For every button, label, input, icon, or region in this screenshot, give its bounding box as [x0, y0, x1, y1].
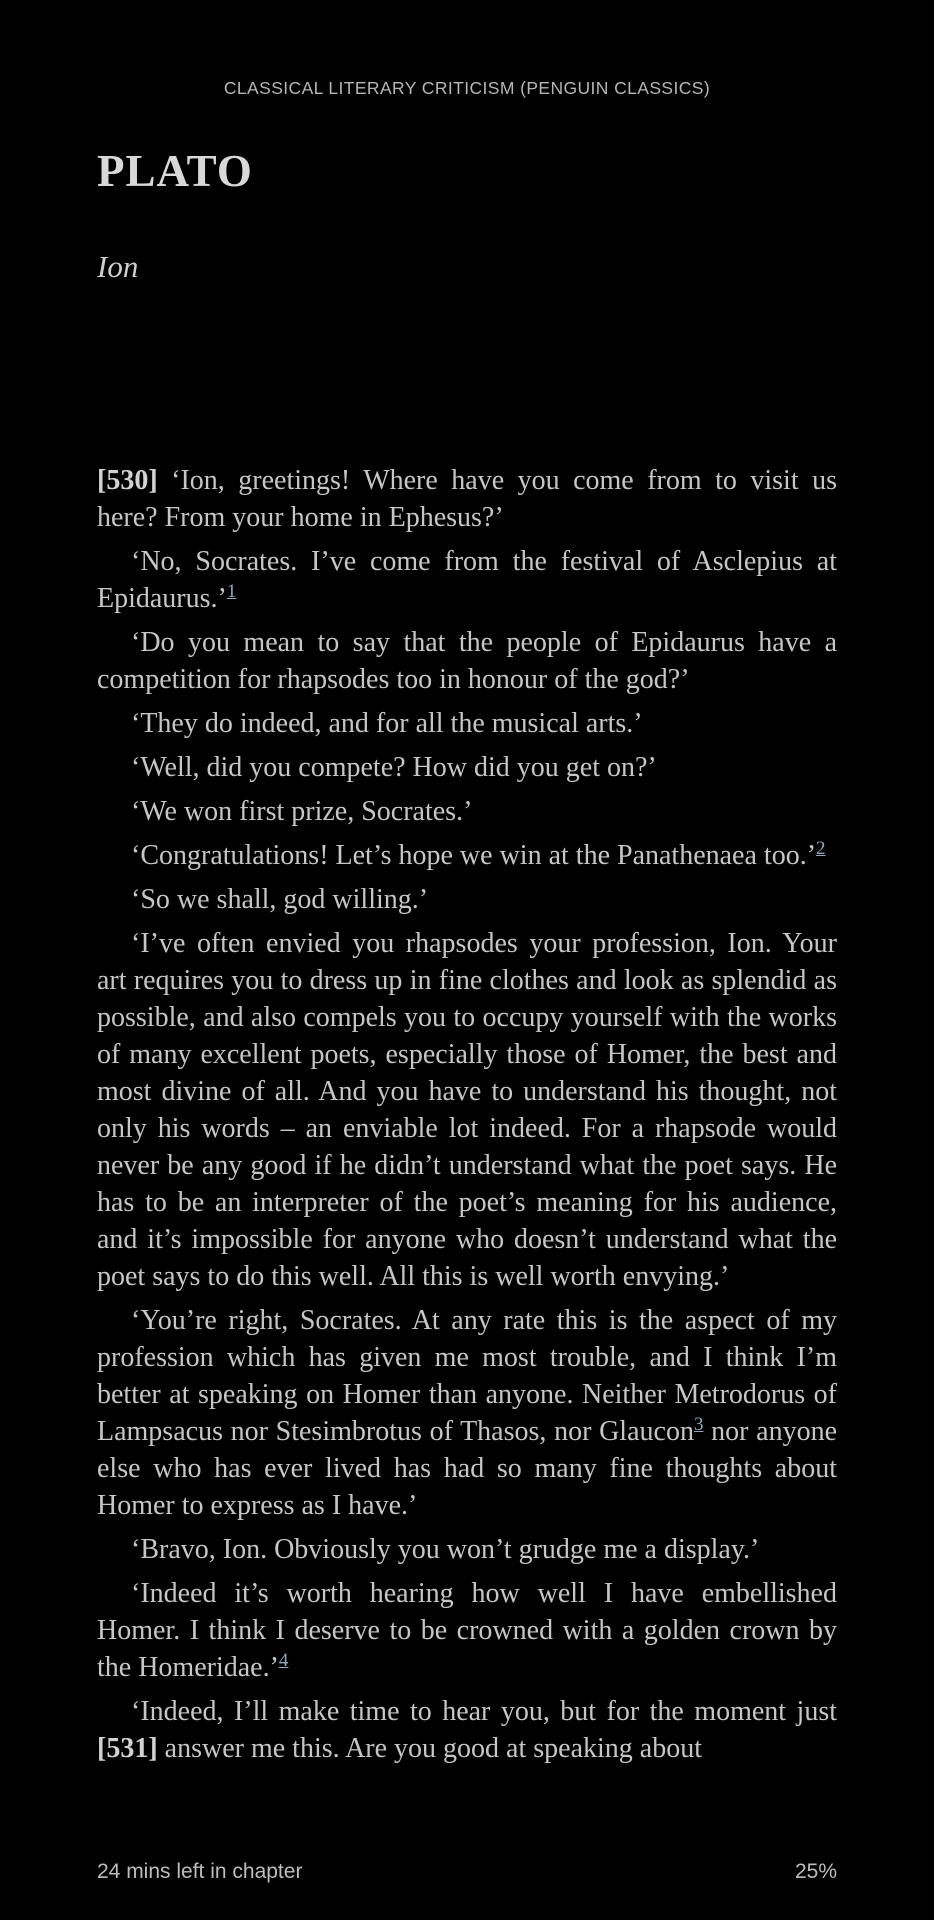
text-run: ‘Well, did you compete? How did you get on?’ — [131, 752, 657, 783]
text-run: ‘They do indeed, and for all the musical arts.’ — [131, 708, 643, 739]
paragraph — [97, 1302, 837, 1524]
paragraph — [97, 462, 837, 536]
paragraph — [97, 705, 837, 742]
text-run: ‘Bravo, Ion. Obviously you won’t grudge me a display.’ — [131, 1534, 760, 1565]
footnote-link[interactable]: 2 — [816, 838, 826, 859]
paragraph — [97, 881, 837, 918]
paragraph — [97, 793, 837, 830]
book-title-header: CLASSICAL LITERARY CRITICISM (PENGUIN CLASSICS) — [223, 78, 711, 98]
text-run: ‘You’re right, Socrates. At any rate this is the aspect of my profession which has given me most trouble, and I think I’m better at speaking on Homer than anyone. Neither Metrodorus of Lampsacus nor Stesimbrotus of Thasos, nor Glaucon — [97, 1305, 837, 1447]
text-run: ‘Do you mean to say that the people of Epidaurus have a competition for rhapsodes too in honour of the god?’ — [97, 627, 837, 695]
text-run: ‘Indeed, I’ll make time to hear you, but for the moment just — [131, 1696, 837, 1727]
progress-footer — [97, 1860, 837, 1884]
paragraph — [97, 543, 837, 617]
text-run: ‘Indeed it’s worth hearing how well I have embellished Homer. I think I deserve to be crowned with a golden crown by the Homeridae.’ — [97, 1578, 837, 1683]
page-marker: [530] — [97, 465, 158, 496]
text-run: nor anyone else who has ever lived has had so many fine thoughts about Homer to express as I have.’ — [97, 1416, 837, 1521]
paragraph — [97, 1575, 837, 1686]
text-run: ‘So we shall, god willing.’ — [131, 884, 429, 915]
text-run: ‘I’ve often envied you rhapsodes your profession, Ion. Your art requires you to dress up in fine clothes and look as splendid as possible, and also compels you to occupy yourself with the works of many excellent poets, especially those of Homer, the best and most divine of all. And you have to understand his thought, not only his words – an enviable lot indeed. For a rhapsode would never be any good if he didn’t understand what the poet says. He has to be an interpreter of the poet’s meaning for his audience, and it’s impossible for anyone who doesn’t understand what the poet says to do this well. All this is well worth envying.’ — [97, 928, 837, 1292]
text-run: ‘Congratulations! Let’s hope we win at the Panathenaea too.’ — [131, 840, 817, 871]
reading-area[interactable] — [97, 455, 837, 1774]
text-run: ‘We won first prize, Socrates.’ — [131, 796, 473, 827]
page-marker: [531] — [97, 1733, 158, 1764]
paragraph — [97, 925, 837, 1295]
progress-percent: 25% — [794, 1860, 837, 1883]
paragraph — [97, 1531, 837, 1568]
text-run: ‘No, Socrates. I’ve come from the festival of Asclepius at Epidaurus.’ — [97, 546, 837, 614]
chapter-author: PLATO — [97, 146, 253, 196]
paragraph — [97, 837, 837, 874]
footnote-link[interactable]: 4 — [278, 1650, 289, 1671]
footnote-link[interactable]: 1 — [226, 581, 237, 602]
text-run: ‘Ion, greetings! Where have you come from to visit us here? From your home in Ephesus?’ — [97, 465, 837, 533]
time-left-label[interactable]: 24 mins left in chapter — [97, 1860, 303, 1883]
text-run: answer me this. Are you good at speaking about — [157, 1733, 702, 1764]
paragraph — [97, 1693, 837, 1767]
footnote-link[interactable]: 3 — [693, 1414, 704, 1435]
paragraph — [97, 624, 837, 698]
paragraph — [97, 749, 837, 786]
chapter-title: Ion — [97, 249, 139, 284]
